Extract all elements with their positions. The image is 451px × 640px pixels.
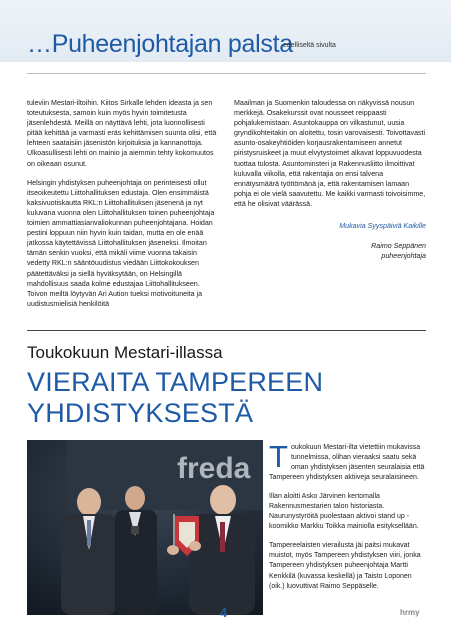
continued-note: edelliseltä sivulta: [283, 42, 336, 49]
paragraph: [269, 439, 426, 483]
left-text-column: [27, 98, 217, 318]
article-kicker: Toukokuun Mestari-illassa: [27, 343, 223, 362]
paragraph: Maailman ja Suomenkin taloudessa on näkyvissä nousun merkkejä. Osakekurssit ovat nousseet reippaasti pohjalukemistaan. Asuntokauppa on vilkastunut, uusia gryndikohteitakin on aloitettu, tosin varovaisesti. Toivottavasti asunto-osakeyhtiöiden korjausrakentamiseen annetut piristysruiskeet ja muut elvytystoimet alkavat loppuvuodesta tuottaa tulosta. Asuntominsteri ja Rakennusliitto ilmoittivat kuluvalla viikolla, että rakentajia on ensi talvena ennätysmäärä työttömänä ja, että rakentamisen lamaan pohja ei ole vielä saavutettu. Me kaikki varmasti toivoisimme, että he olisivat väärässä.: [234, 99, 426, 208]
article-body: [269, 439, 426, 601]
publication-brand: hrmy: [400, 608, 420, 617]
paragraph: tuleviin Mestari-iltoihin. Kiitos Sirkalle lehden ideasta ja sen toteutuksesta, samoin kuin myös hyvin toimitetusta jäsenlehdestä. Meillä on näyttävä lehti, jota luonnollisesti pitää kehittää ja varmasti eräs kehittämisen suunta olisi, että lehteen saataisiin jäsenistön kirjoituksia ja kannanottoja. Ulkoasullisesti lehti on mainio ja aiemmin tehty kokomuutos on oikeaan osunut.: [27, 99, 217, 168]
paragraph: Tampereelaisten vierailusta jäi paitsi mukavat muistot, myös Tampereen yhdistyksen viiri, jonka Tampereen yhdistyksen puheenjohtaja Martti Kenkkilä (kuvassa keskellä) ja Taisto Loponen (oik.) luovuttivat Raimo Seppäselle.: [269, 542, 421, 590]
event-photo: [27, 440, 263, 615]
greeting: Mukavia Syyspäiviä Kaikille: [339, 222, 426, 231]
headline-line: YHDISTYKSESTÄ: [27, 398, 254, 428]
headline-line: VIERAITA TAMPEREEN: [27, 367, 324, 397]
section-title: …Puheenjohtajan palsta: [27, 30, 293, 58]
section-divider: [27, 330, 426, 331]
article-headline: [27, 367, 427, 429]
paragraph: Helsingin yhdistyksen puheenjohtaja on perinteisesti ollut itseoikeutettu Liittohallituksen edustaja. Olen ensimmäistä kaksivuotiskautta RKL:n Liittohallituksen jäsenenä ja nyt kuluvana vuonna olen Liittohallituksen toinen puheenjohtaja toimien ammattiasianvaliokunnan puheenjohtajana. Hoidan pestini loppuun niin hyvin kuin taidan, mutta en ole enää jatkossa käytettävissä Liittohallituksen jäseneksi. Ilmoitan tämän senkin vuoksi, että mikäli viime vuonna takaisin vedetty RKL:n sääntöuudistus viedään Liittokokouksen päätettäväksi ja siellä hyväksytään, on Helsingillä mahdollisuus saada kolme edustajaa Liittohallitukseen. Toivon meiltä löytyvän Ari Aution tueksi motivoituneita ja uudistusmielisiä henkilöitä: [27, 178, 215, 308]
lead-text: oukokuun Mestari-ilta vietettiin mukavissa tunnelmissa, olihan vieraaksi saatu sekä oman yhdistyksen jäsenten seuralaisia että Tampereen yhdistyksen aktiiveja seuralaisineen.: [269, 444, 425, 482]
backdrop-logo: freda: [177, 452, 251, 485]
top-divider: [27, 73, 426, 74]
page-number: 4: [220, 605, 228, 620]
right-text-column: [234, 98, 426, 261]
drop-cap: T: [269, 439, 288, 474]
paragraph: Illan aloitti Asko Järvinen kertomalla Rakennusmestarien talon historiasta. Naurunystyröitä puolestaan aktivoi stand up -koomikko Markku Toikka mainiolla esityksellään.: [269, 493, 419, 531]
signature-name: Raimo Seppänen: [371, 242, 426, 251]
signature-role: puheenjohtaja: [381, 252, 426, 261]
